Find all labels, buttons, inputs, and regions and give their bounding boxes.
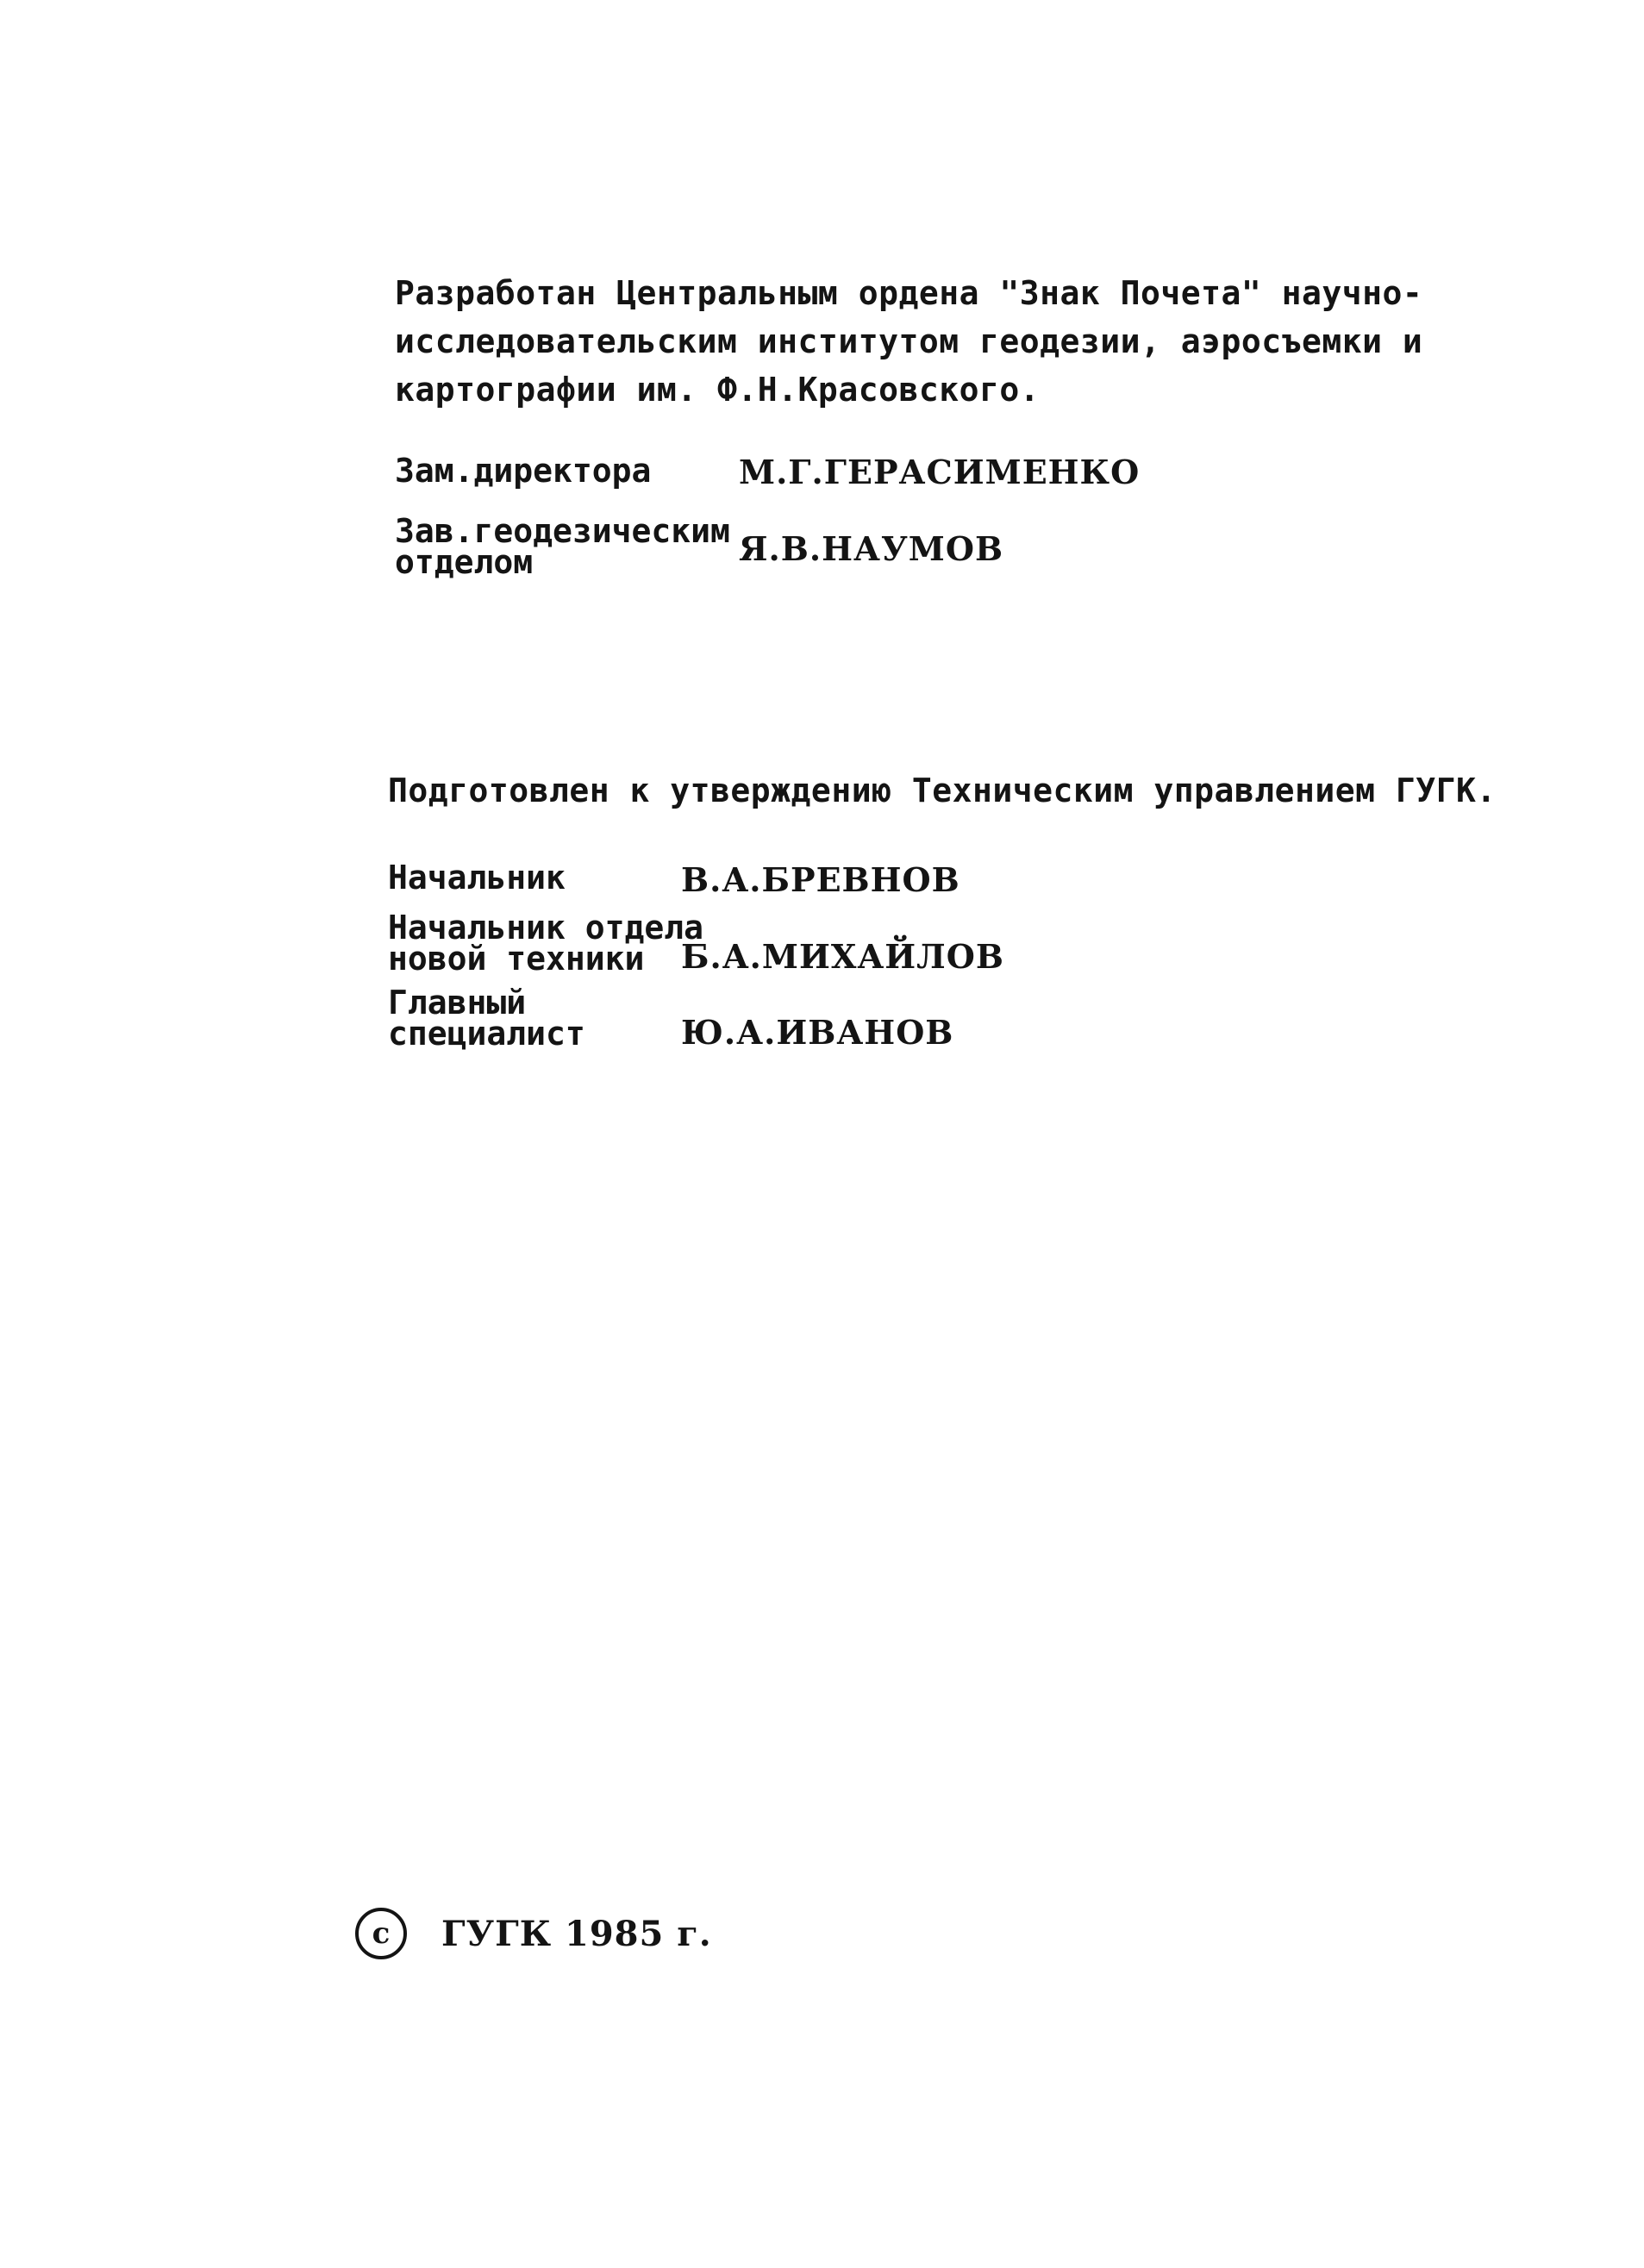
copyright-notice xyxy=(355,1905,712,1962)
prepared-heading: Подготовлен к утверждению Техническим управлением ГУГК. xyxy=(388,772,1497,809)
developer-line-3: картографии им. Ф.Н.Красовского. xyxy=(395,371,1041,409)
signatory-role-chief-specialist: Главный специалист xyxy=(388,984,585,1053)
signatory-role-geodetic-head: Зав.геодезическим отделом xyxy=(395,512,730,581)
signatory-name-gerasimenko: М.Г.ГЕРАСИМЕНКО xyxy=(739,453,1141,491)
signatory-role-deputy-director: Зам.директора xyxy=(395,452,652,490)
signatory-role-chief: Начальник xyxy=(388,859,566,897)
copyright-icon: c xyxy=(355,1908,407,1959)
developer-paragraph xyxy=(395,269,1481,414)
developer-line-1: Разработан Центральным ордена "Знак Почета" научно- xyxy=(395,274,1423,312)
signatory-name-naumov: Я.В.НАУМОВ xyxy=(739,529,1004,568)
developer-line-2: исследовательским институтом геодезии, аэросъемки и xyxy=(395,322,1423,360)
signatory-name-mikhailov: Б.А.МИХАЙЛОВ xyxy=(681,937,1005,976)
signatory-role-new-tech-head: Начальник отдела новой техники xyxy=(388,909,704,978)
signatory-name-brevnov: В.А.БРЕВНОВ xyxy=(681,860,960,899)
copyright-text: ГУГК 1985 г. xyxy=(441,1913,712,1954)
signatory-name-ivanov: Ю.А.ИВАНОВ xyxy=(681,1013,954,1052)
